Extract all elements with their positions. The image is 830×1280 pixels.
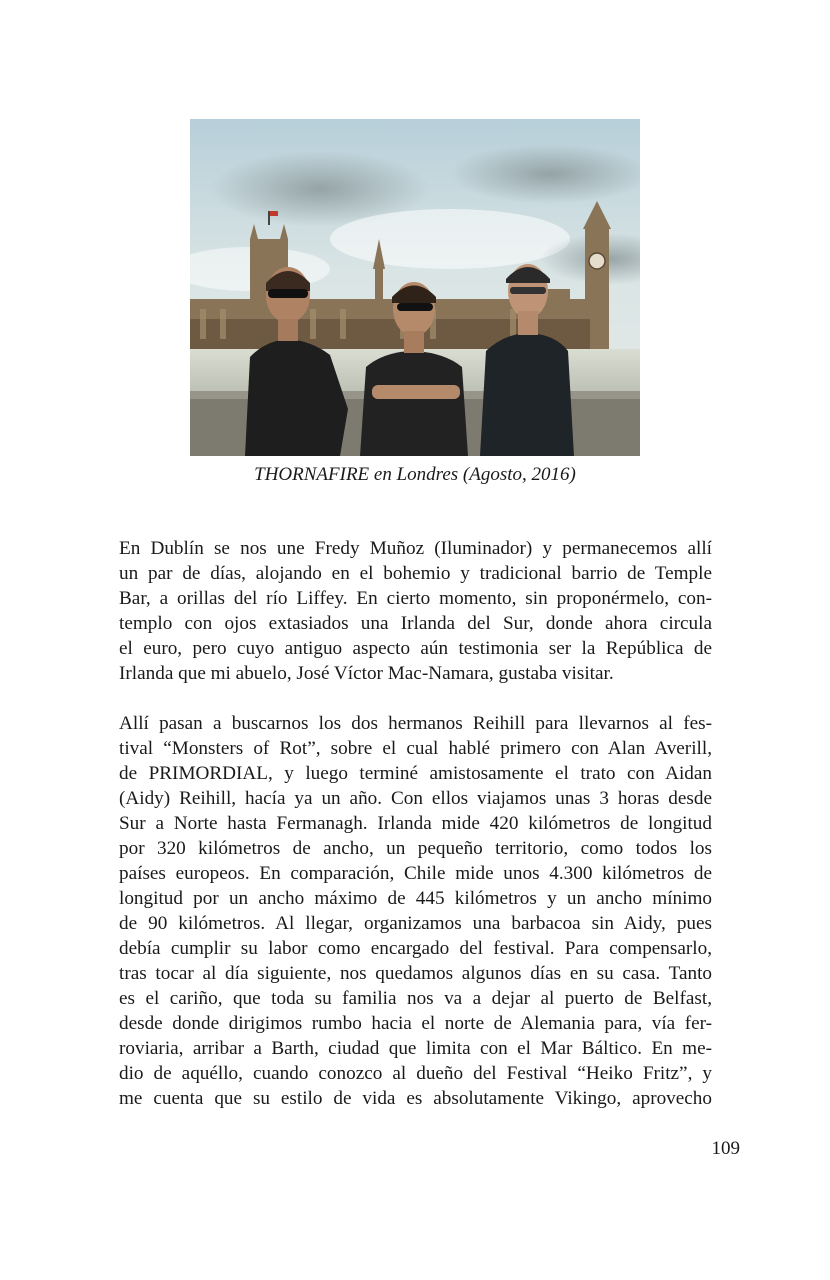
text-line: me cuenta que su estilo de vida es absolutamente Vikingo, aprovecho — [119, 1088, 712, 1109]
text-line: En Dublín se nos une Fredy Muñoz (Iluminador) y permanecemos allí — [119, 538, 712, 559]
text-line: Irlanda que mi abuelo, José Víctor Mac-Namara, gustaba visitar. — [119, 663, 614, 684]
text-line: el euro, pero cuyo antiguo aspecto aún testimonia ser la República de — [119, 638, 712, 659]
text-line: países europeos. En comparación, Chile mide unos 4.300 kilómetros de — [119, 863, 712, 884]
text-line: Allí pasan a buscarnos los dos hermanos Reihill para llevarnos al fes- — [119, 713, 712, 734]
page-number: 109 — [711, 1138, 740, 1159]
text-line: un par de días, alojando en el bohemio y tradicional barrio de Temple — [119, 563, 712, 584]
text-line: longitud por un ancho máximo de 445 kilómetros y un ancho mínimo — [119, 888, 712, 909]
text-line: de PRIMORDIAL, y luego terminé amistosamente el trato con Aidan — [119, 763, 712, 784]
text-line: tival “Monsters of Rot”, sobre el cual hablé primero con Alan Averill, — [119, 738, 712, 759]
paragraph — [119, 711, 712, 1111]
figure-caption: THORNAFIRE en Londres (Agosto, 2016) — [254, 464, 576, 485]
text-line: Bar, a orillas del río Liffey. En cierto momento, sin proponérmelo, con- — [119, 588, 712, 609]
body-text — [119, 536, 712, 1111]
text-line: de 90 kilómetros. Al llegar, organizamos una barbacoa sin Aidy, pues — [119, 913, 712, 934]
text-line: roviaria, arribar a Barth, ciudad que limita con el Mar Báltico. En me- — [119, 1038, 712, 1059]
text-line: es el cariño, que toda su familia nos va a dejar al puerto de Belfast, — [119, 988, 712, 1009]
text-line: templo con ojos extasiados una Irlanda del Sur, donde ahora circula — [119, 613, 712, 634]
text-line: desde donde dirigimos rumbo hacia el norte de Alemania para, vía fer- — [119, 1013, 712, 1034]
text-line: dio de aquéllo, cuando conozco al dueño del Festival “Heiko Fritz”, y — [119, 1063, 712, 1084]
text-line: debía cumplir su labor como encargado del festival. Para compensarlo, — [119, 938, 712, 959]
text-line: (Aidy) Reihill, hacía ya un año. Con ellos viajamos unas 3 horas desde — [119, 788, 712, 809]
text-line: tras tocar al día siguiente, nos quedamos algunos días en su casa. Tanto — [119, 963, 712, 984]
paragraph — [119, 536, 712, 686]
band-photo — [190, 119, 640, 456]
text-line: por 320 kilómetros de ancho, un pequeño territorio, como todos los — [119, 838, 712, 859]
text-line: Sur a Norte hasta Fermanagh. Irlanda mide 420 kilómetros de longitud — [119, 813, 712, 834]
